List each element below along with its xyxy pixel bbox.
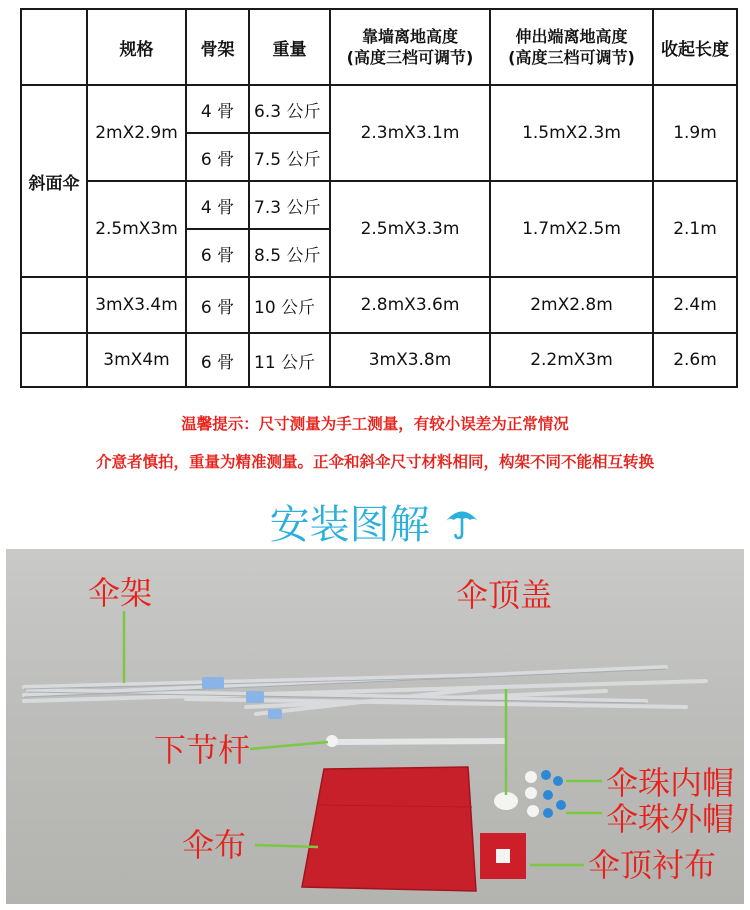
header-wall-height-line1: 靠墙离地高度: [361, 27, 458, 46]
header-ribs: 骨架: [186, 9, 249, 85]
top-cap: [494, 689, 518, 810]
callout-bead-inner-cap: 伞珠内帽: [606, 764, 735, 802]
cell-weight: 11 公斤: [249, 333, 330, 387]
callout-lower-pole: 下节杆: [154, 731, 251, 769]
cell-wall-height: 2.8mX3.6m: [330, 277, 490, 333]
cell-ribs: 4 骨: [186, 181, 249, 229]
umbrella-icon: [444, 504, 480, 550]
table-row: [21, 277, 737, 333]
table-row: [21, 333, 737, 387]
cell-wall-height: 3mX3.8m: [330, 333, 490, 387]
cell-size: 2mX2.9m: [87, 85, 186, 181]
table-row: [21, 181, 737, 229]
cell-ribs: 6 骨: [186, 277, 249, 333]
cell-ribs: 4 骨: [186, 85, 249, 133]
umbrella-frame: [24, 667, 706, 714]
header-size: 规格: [87, 9, 186, 85]
cell-size: 3mX3.4m: [87, 277, 186, 333]
callout-frame: 伞架: [88, 574, 153, 612]
header-outer-height-line2: (高度三档可调节): [508, 48, 635, 67]
lower-pole: [326, 735, 504, 747]
spec-table: [20, 8, 738, 388]
cell-folded-length: 1.9m: [653, 85, 737, 181]
cell-size: 3mX4m: [87, 333, 186, 387]
table-row: [21, 85, 737, 133]
header-outer-height: [490, 9, 653, 85]
cell-wall-height: 2.5mX3.3m: [330, 181, 490, 277]
cell-outer-height: 1.5mX2.3m: [490, 85, 653, 181]
cell-ribs: 6 骨: [186, 133, 249, 181]
note-measurement: 温馨提示：尺寸测量为手工测量，有较小误差为正常情况: [181, 415, 569, 433]
header-outer-height-line1: 伸出端离地高度: [515, 27, 628, 46]
cell-outer-height: 2mX2.8m: [490, 277, 653, 333]
header-empty: [21, 9, 87, 85]
canopy: [302, 767, 476, 891]
cell-outer-height: 2.2mX3m: [490, 333, 653, 387]
header-wall-height: [330, 9, 490, 85]
cell-weight: 7.5 公斤: [249, 133, 330, 181]
cell-weight: 10 公斤: [249, 277, 330, 333]
note-weight: 介意者慎拍，重量为精准测量。正伞和斜伞尺寸材料相同，构架不同不能相互转换: [95, 453, 654, 471]
cell-empty: [21, 333, 87, 387]
cell-weight: 8.5 公斤: [249, 229, 330, 277]
callout-top-cap: 伞顶盖: [456, 576, 553, 614]
cell-ribs: 6 骨: [186, 229, 249, 277]
group-label: 斜面伞: [21, 85, 87, 277]
table-header-row: [21, 9, 737, 85]
cell-ribs: 6 骨: [186, 333, 249, 387]
section-title-text: 安装图解: [269, 502, 430, 548]
cell-outer-height: 1.7mX2.5m: [490, 181, 653, 277]
top-lining: [480, 833, 526, 879]
section-title: [0, 493, 750, 550]
header-wall-height-line2: (高度三档可调节): [346, 48, 474, 67]
cell-empty: [21, 277, 87, 333]
cell-folded-length: 2.1m: [653, 181, 737, 277]
bead-caps: [525, 770, 566, 818]
cell-weight: 6.3 公斤: [249, 85, 330, 133]
header-folded-length: 收起长度: [653, 9, 737, 85]
header-weight: 重量: [249, 9, 330, 85]
cell-size: 2.5mX3m: [87, 181, 186, 277]
callout-canopy: 伞布: [182, 826, 247, 864]
callout-top-lining: 伞顶衬布: [588, 846, 717, 884]
cell-wall-height: 2.3mX3.1m: [330, 85, 490, 181]
cell-weight: 7.3 公斤: [249, 181, 330, 229]
cell-folded-length: 2.4m: [653, 277, 737, 333]
installation-photo: [6, 549, 744, 904]
cell-folded-length: 2.6m: [653, 333, 737, 387]
callout-bead-outer-cap: 伞珠外帽: [606, 800, 735, 838]
